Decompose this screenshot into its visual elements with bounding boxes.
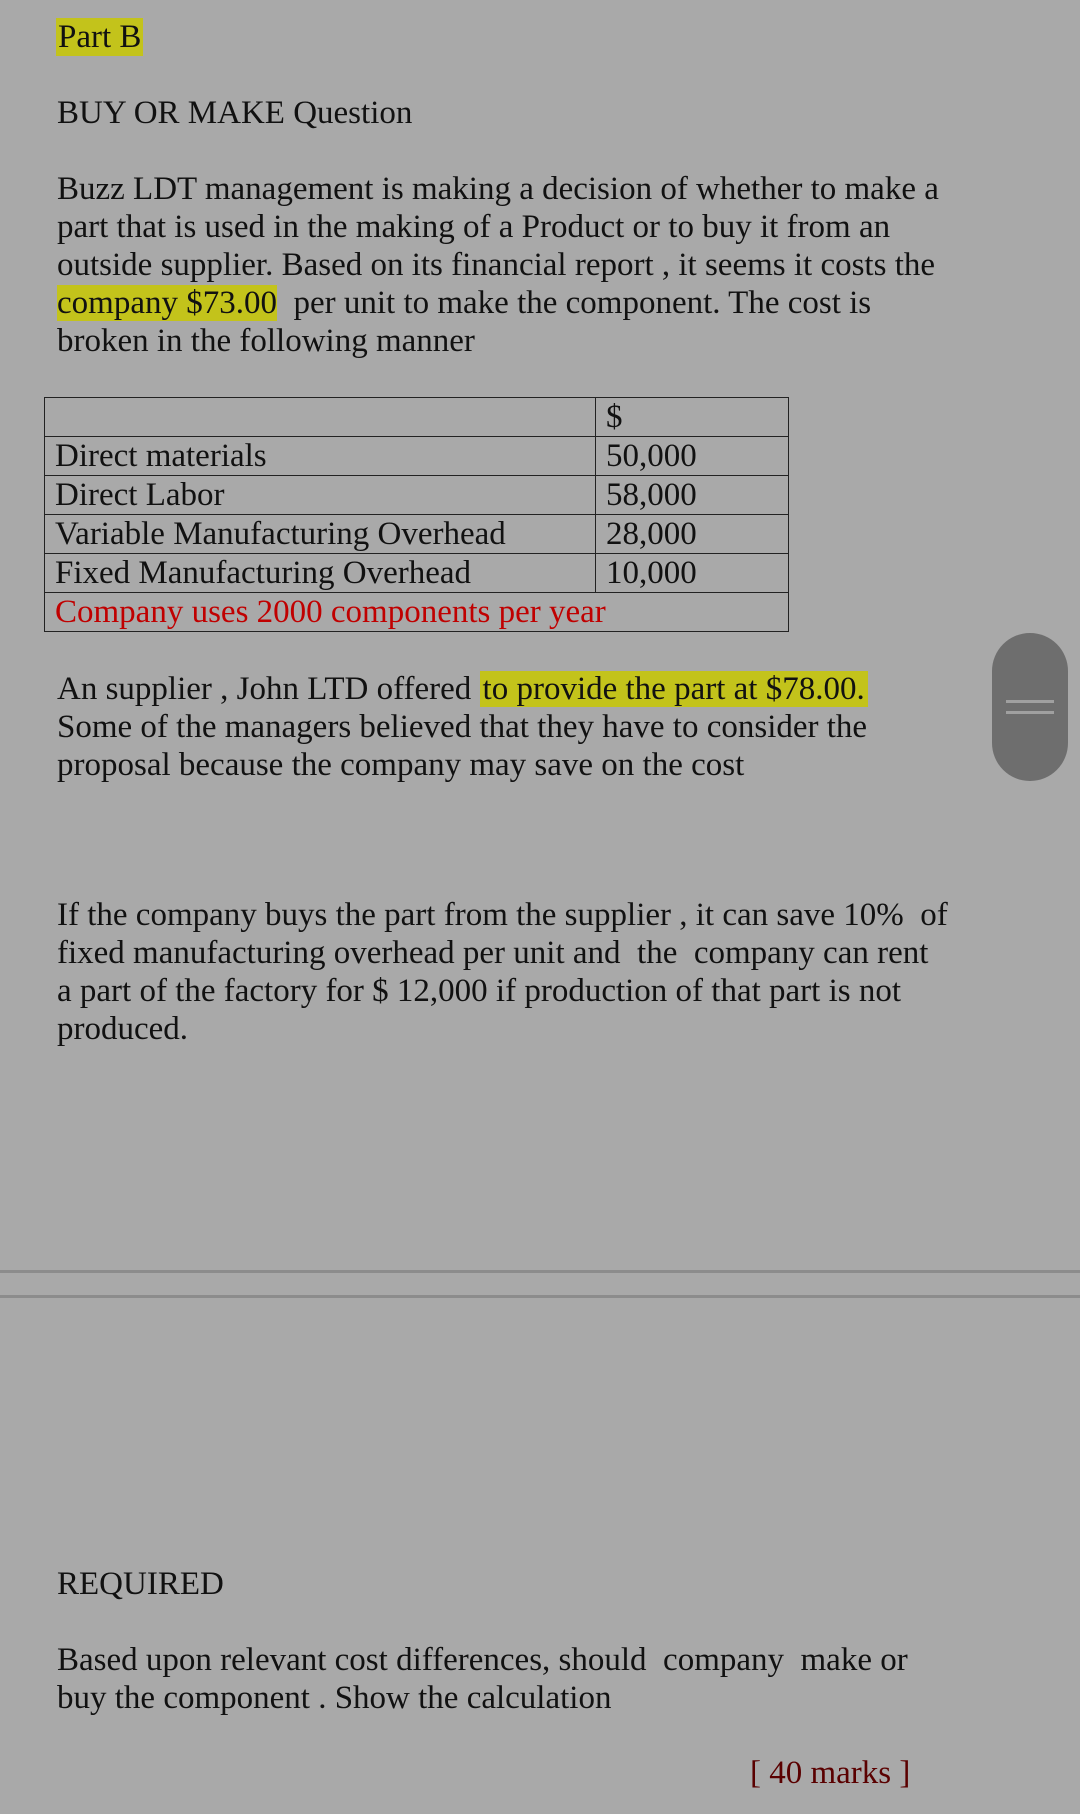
savings-line: produced. [57,1011,189,1047]
intro-line-rest: per unit to make the component. The cost is [276,285,872,321]
make-cost-highlight: company $73.00 [57,285,277,321]
cost-table [44,397,789,632]
supplier-line-start: An supplier , John LTD offered [57,671,480,707]
supplier-price-highlight: to provide the part at $78.00. [480,671,868,707]
cost-label: Direct Labor [45,476,596,515]
part-label: Part B [58,19,142,55]
required-heading: REQUIRED [57,1566,224,1602]
table-header-label [45,398,596,437]
table-row [45,476,789,515]
divider [0,1270,1080,1273]
table-row [45,515,789,554]
cost-value: 28,000 [596,515,789,554]
savings-line: fixed manufacturing overhead per unit and the company can rent [57,935,929,971]
cost-label: Variable Manufacturing Overhead [45,515,596,554]
question-line: Based upon relevant cost differences, should company make or [57,1642,908,1678]
intro-line: broken in the following manner [57,323,475,359]
cost-label: Direct materials [45,437,596,476]
supplier-line: Some of the managers believed that they have to consider the [57,709,868,745]
cost-value: 58,000 [596,476,789,515]
cost-label: Fixed Manufacturing Overhead [45,554,596,593]
table-header-row [45,398,789,437]
savings-line: a part of the factory for $ 12,000 if production of that part is not [57,973,902,1009]
table-note-row [45,593,789,632]
required-question [57,1641,908,1717]
grip-line-icon [1006,711,1054,714]
intro-paragraph [57,170,939,360]
intro-line [57,284,939,322]
savings-paragraph [57,896,948,1048]
cost-value: 50,000 [596,437,789,476]
table-row [45,554,789,593]
question-heading: BUY OR MAKE Question [57,95,413,131]
cost-value: 10,000 [596,554,789,593]
components-note: Company uses 2000 components per year [45,593,789,632]
divider [0,1295,1080,1298]
question-line: buy the component . Show the calculation [57,1680,612,1716]
intro-line: outside supplier. Based on its financial report , it seems it costs the [57,247,936,283]
intro-line: Buzz LDT management is making a decision of whether to make a [57,171,939,207]
table-row [45,437,789,476]
supplier-paragraph [57,670,868,784]
grip-line-icon [1006,700,1054,703]
intro-line: part that is used in the making of a Product or to buy it from an [57,209,891,245]
supplier-line: proposal because the company may save on the cost [57,747,745,783]
supplier-line [57,670,868,708]
marks-label: [ 40 marks ] [750,1755,911,1791]
table-header-currency: $ [596,398,789,437]
scroll-handle[interactable] [992,633,1068,781]
savings-line: If the company buys the part from the supplier , it can save 10% of [57,897,948,933]
